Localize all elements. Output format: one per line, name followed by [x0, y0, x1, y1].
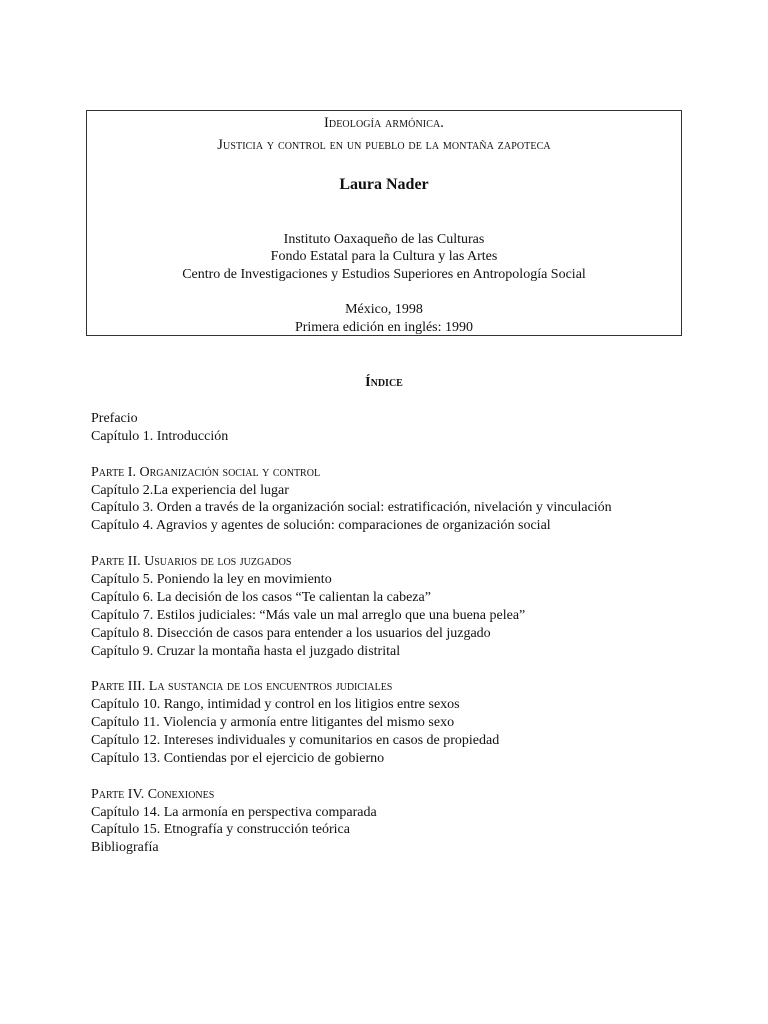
- toc-entry: Capítulo 4. Agravios y agentes de solución: comparaciones de organización social: [91, 518, 551, 534]
- part-heading: Parte III. La sustancia de los encuentros judiciales: [91, 679, 393, 695]
- author-name: Laura Nader: [339, 176, 429, 193]
- book-title-line-1: Ideología armónica.: [323, 115, 445, 131]
- place-year: México, 1998: [345, 302, 423, 317]
- part-heading: Parte IV. Conexiones: [91, 786, 215, 802]
- part-heading: Parte II. Usuarios de los juzgados: [91, 554, 292, 570]
- toc-entry: Capítulo 11. Violencia y armonía entre litigantes del mismo sexo: [91, 715, 455, 731]
- toc-entry: Capítulo 8. Disección de casos para entender a los usuarios del juzgado: [91, 625, 491, 641]
- toc-entry: Capítulo 7. Estilos judiciales: “Más vale un mal arreglo que una buena pelea”: [91, 607, 526, 623]
- toc-entry: Capítulo 12. Intereses individuales y comunitarios en casos de propiedad: [91, 733, 500, 749]
- toc-entry: Capítulo 14. La armonía en perspectiva comparada: [91, 804, 377, 820]
- toc-entry: Capítulo 5. Poniendo la ley en movimiento: [91, 572, 332, 588]
- toc-entry: Capítulo 2.La experiencia del lugar: [91, 482, 289, 498]
- table-of-contents: [91, 410, 731, 857]
- toc-entry: Prefacio: [91, 411, 138, 426]
- toc-entry: Capítulo 13. Contiendas por el ejercicio de gobierno: [91, 750, 385, 766]
- toc-entry: Capítulo 1. Introducción: [91, 428, 229, 444]
- first-edition: Primera edición en inglés: 1990: [294, 320, 474, 335]
- title-box: [86, 110, 682, 336]
- toc-entry: Bibliografía: [91, 840, 159, 856]
- institution-1: Instituto Oaxaqueño de las Culturas: [283, 232, 485, 247]
- toc-entry: Capítulo 3. Orden a través de la organización social: estratificación, nivelación y vinculación: [91, 500, 612, 516]
- toc-entry: Capítulo 10. Rango, intimidad y control en los litigios entre sexos: [91, 697, 460, 713]
- toc-entry: Capítulo 9. Cruzar la montaña hasta el juzgado distrital: [91, 643, 401, 659]
- index-title: Índice: [365, 375, 403, 390]
- institution-3: Centro de Investigaciones y Estudios Superiores en Antropología Social: [182, 267, 586, 282]
- toc-entry: Capítulo 15. Etnografía y construcción teórica: [91, 822, 350, 838]
- toc-entry: Capítulo 6. La decisión de los casos “Te calientan la cabeza”: [91, 589, 431, 605]
- institution-2: Fondo Estatal para la Cultura y las Artes: [270, 249, 498, 264]
- part-heading: Parte I. Organización social y control: [91, 464, 321, 480]
- book-title-line-2: Justicia y control en un pueblo de la montaña zapoteca: [217, 137, 551, 153]
